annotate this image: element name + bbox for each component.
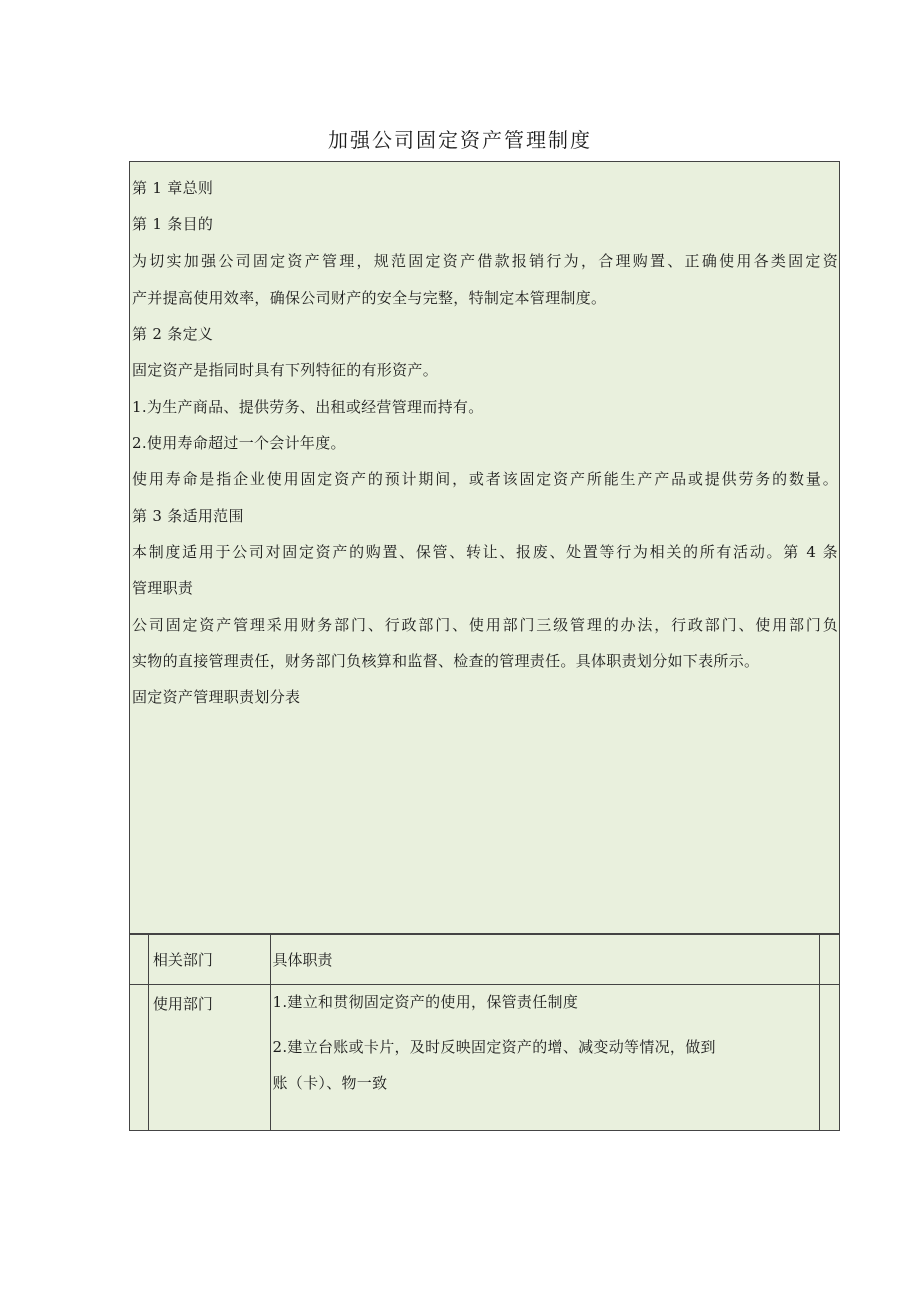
paragraph-line: 为切实加强公司固定资产管理，规范固定资产借款报销行为，合理购置、正确使用各类固定资 xyxy=(132,252,838,270)
chapter-heading: 第 1 章总则 xyxy=(132,179,214,197)
paragraph-line: 实物的直接管理责任，财务部门负核算和监督、检查的管理责任。具体职责划分如下表所示。 xyxy=(132,652,760,670)
table-caption: 固定资产管理职责划分表 xyxy=(132,688,301,706)
duties-cell xyxy=(270,985,820,1131)
department-cell: 使用部门 xyxy=(148,985,270,1131)
table-cell-spacer xyxy=(130,935,149,985)
duty-item: 2.建立台账或卡片，及时反映固定资产的增、减变动等情况，做到 xyxy=(272,1038,716,1056)
header-duties: 具体职责 xyxy=(270,935,820,985)
article-heading: 第 2 条定义 xyxy=(132,325,214,343)
table-header-row xyxy=(130,935,840,985)
article-heading: 管理职责 xyxy=(132,579,194,597)
table-row xyxy=(130,985,840,1131)
duty-item: 1.建立和贯彻固定资产的使用，保管责任制度 xyxy=(272,993,579,1011)
table-cell-spacer xyxy=(130,985,149,1131)
list-item: 1.为生产商品、提供劳务、出租或经营管理而持有。 xyxy=(132,398,484,416)
article-heading: 第 3 条适用范围 xyxy=(132,507,244,525)
article-heading: 第 1 条目的 xyxy=(132,215,214,233)
responsibility-table xyxy=(129,934,840,1131)
paragraph-line: 公司固定资产管理采用财务部门、行政部门、使用部门三级管理的办法，行政部门、使用部门负 xyxy=(132,616,838,634)
paragraph-line: 固定资产是指同时具有下列特征的有形资产。 xyxy=(132,361,439,379)
duty-item: 账（卡）、物一致 xyxy=(272,1074,388,1092)
header-department: 相关部门 xyxy=(148,935,270,985)
list-item: 2.使用寿命超过一个会计年度。 xyxy=(132,434,346,452)
document-title: 加强公司固定资产管理制度 xyxy=(328,128,592,152)
paragraph-line: 使用寿命是指企业使用固定资产的预计期间，或者该固定资产所能生产产品或提供劳务的数量。 xyxy=(132,470,838,488)
table-cell-spacer xyxy=(820,935,840,985)
paragraph-line: 产并提高使用效率，确保公司财产的安全与完整，特制定本管理制度。 xyxy=(132,289,607,307)
document-body xyxy=(129,161,840,934)
table-cell-spacer xyxy=(820,985,840,1131)
paragraph-line: 本制度适用于公司对固定资产的购置、保管、转让、报废、处置等行为相关的所有活动。第 4 条 xyxy=(132,543,838,561)
